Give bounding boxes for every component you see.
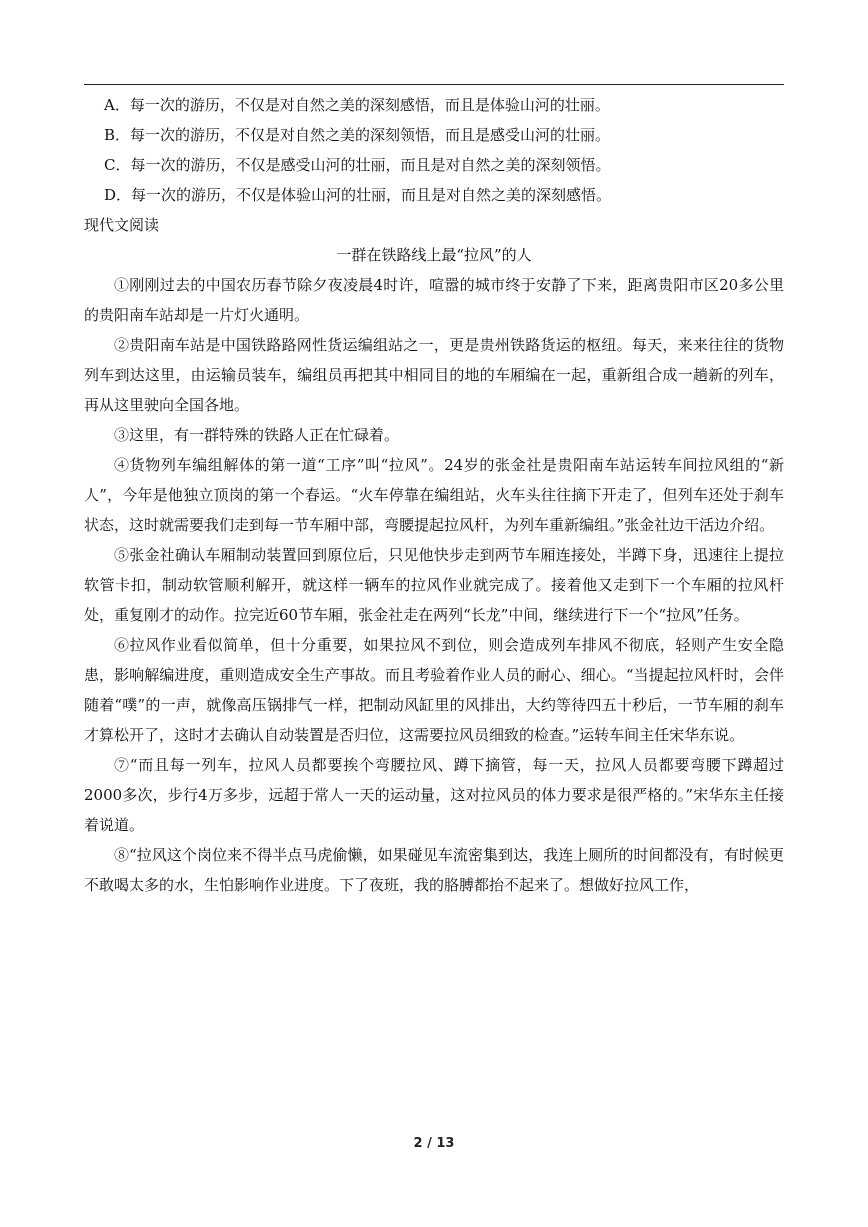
option-d: D．每一次的游历，不仅是体验山河的壮丽，而且是对自然之美的深刻感悟。 [104,186,612,204]
option-b: B．每一次的游历，不仅是对自然之美的深刻领悟，而且是感受山河的壮丽。 [104,126,611,144]
paragraph-2: ②贵阳南车站是中国铁路路网性货运编组站之一，更是贵州铁路货运的枢纽。每天，来来往往的货物列车到达这里，由运输员装车，编组员再把其中相同目的地的车厢编在一起，重新组合成一趟新的列车，再从这里驶向全国各地。 [84,336,784,414]
article-title: 一群在铁路线上最“拉风”的人 [336,246,532,264]
header-rule [84,84,784,85]
page-content [84,90,784,900]
option-a: A．每一次的游历，不仅是对自然之美的深刻感悟，而且是体验山河的壮丽。 [104,96,610,114]
paragraph-5: ⑤张金社确认车厢制动装置回到原位后，只见他快步走到两节车厢连接处，半蹲下身，迅速往上提拉软管卡扣，制动软管顺利解开，就这样一辆车的拉风作业就完成了。接着他又走到下一个车厢的拉风杆处，重复刚才的动作。拉完近60节车厢，张金社走在两列“长龙”中间，继续进行下一个“拉风”任务。 [84,546,784,624]
section-label: 现代文阅读 [84,216,160,234]
paragraph-6: ⑥拉风作业看似简单，但十分重要，如果拉风不到位，则会造成列车排风不彻底，轻则产生安全隐患，影响解编进度，重则造成安全生产事故。而且考验着作业人员的耐心、细心。“当提起拉风杆时，会伴随着“噗”的一声，就像高压锅排气一样，把制动风缸里的风排出，大约等待四五十秒后，一节车厢的刹车才算松开了，这时才去确认自动装置是否归位，这需要拉风员细致的检查。”运转车间主任宋华东说。 [84,636,784,744]
paragraph-3: ③这里，有一群特殊的铁路人正在忙碌着。 [114,426,400,444]
paragraph-8: ⑧“拉风这个岗位来不得半点马虎偷懒，如果碰见车流密集到达，我连上厕所的时间都没有，有时候更不敢喝太多的水，生怕影响作业进度。下了夜班，我的胳膊都抬不起来了。想做好拉风工作， [84,846,784,894]
page-number: 2 / 13 [413,1136,455,1151]
option-c: C．每一次的游历，不仅是感受山河的壮丽，而且是对自然之美的深刻领悟。 [104,156,611,174]
paragraph-1: ①刚刚过去的中国农历春节除夕夜凌晨4时许，喧嚣的城市终于安静了下来，距离贵阳市区20多公里的贵阳南车站却是一片灯火通明。 [84,276,784,324]
paragraph-7: ⑦“而且每一列车，拉风人员都要挨个弯腰拉风、蹲下摘管，每一天，拉风人员都要弯腰下蹲超过2000多次，步行4万多步，远超于常人一天的运动量，这对拉风员的体力要求是很严格的。”宋华东主任接着说道。 [84,756,784,834]
paragraph-4: ④货物列车编组解体的第一道“工序”叫“拉风”。24岁的张金社是贵阳南车站运转车间拉风组的“新人”，今年是他独立顶岗的第一个春运。“火车停靠在编组站，火车头往往摘下开走了，但列车还处于刹车状态，这时就需要我们走到每一节车厢中部，弯腰提起拉风杆，为列车重新编组。”张金社边干活边介绍。 [84,456,784,534]
